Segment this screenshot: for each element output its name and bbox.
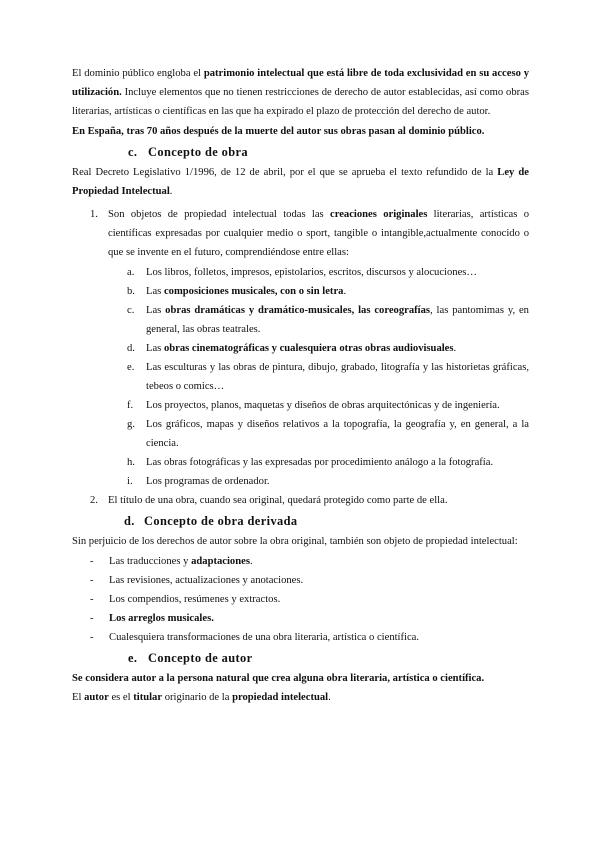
text-run: Las [146, 305, 166, 316]
bold-run: Los arreglos musicales. [109, 613, 214, 624]
dash-bullet: - [90, 632, 94, 643]
text-run: . [453, 343, 457, 354]
bold-run: creaciones originales [330, 209, 428, 220]
text-run: Las revisiones, actualizaciones y anotaciones. [109, 575, 304, 586]
text-run: , las pantomimas y, en general, las obras teatrales. [146, 305, 529, 335]
item-letter: h. [127, 457, 135, 468]
text-run: Los gráficos, mapas y diseños relativos a la topografía, la geografía y, en general, a la ciencia. [146, 419, 529, 449]
text-run: El [72, 692, 85, 703]
item-number: 1. [90, 209, 98, 220]
list-item [108, 415, 529, 453]
item-letter: f. [127, 400, 134, 411]
numbered-list [72, 205, 529, 510]
derivada-paragraph: Sin perjuicio de los derechos de autor sobre la obra original, también son objeto de propiedad intelectual: [72, 536, 518, 547]
text-run: Son objetos de propiedad intelectual todas las [108, 209, 330, 220]
list-item [108, 263, 529, 282]
item-letter: i. [127, 476, 133, 487]
bold-run: composiciones musicales, con o sin letra [163, 286, 344, 297]
intro-bold-line: En España, tras 70 años después de la muerte del autor sus obras pasan al dominio público. [72, 126, 485, 137]
text-run: . [343, 286, 347, 297]
ley-end: . [169, 186, 173, 197]
autor-bold-line: Se considera autor a la persona natural que crea alguna obra literaria, artística o científica. [72, 673, 485, 684]
list-item [108, 453, 529, 472]
text-run: Las esculturas y las obras de pintura, dibujo, grabado, litografía y las historietas gráficas, tebeos o comics… [146, 362, 529, 392]
item-letter: c. [127, 305, 135, 316]
list-item-text: El título de una obra, cuando sea original, quedará protegido como parte de ella. [108, 495, 448, 506]
dash-bullet: - [90, 613, 94, 624]
text-run: literarias, artísticas o científicas expresadas por cualquier medio o sport, tangible o intangible,actualmente conocido o que se invente en el futuro, comprendiéndose entre ellas: [108, 209, 529, 258]
bold-run: adaptaciones [191, 556, 250, 567]
bold-run: obras cinematográficas y cualesquiera otras obras audiovisuales [163, 343, 454, 354]
bold-run: obras dramáticas y dramático-musicales, las coreografías [165, 305, 431, 316]
text-run: Las traducciones y [109, 556, 192, 567]
text-run: . [328, 692, 331, 703]
dash-list [72, 552, 529, 647]
item-letter: g. [127, 419, 135, 430]
list-item-text [108, 205, 529, 262]
text-run: Los programas de ordenador. [146, 476, 270, 487]
text-run: Cualesquiera transformaciones de una obra literaria, artística o científica. [109, 632, 420, 643]
item-letter: e. [127, 362, 135, 373]
heading-concepto-de-obra-derivada [72, 510, 529, 532]
intro-bold-text: patrimonio intelectual que está libre de toda exclusividad en su acceso y utilización. [72, 68, 529, 98]
list-item [108, 301, 529, 339]
heading-letter: e. [128, 651, 138, 665]
item-letter: d. [127, 343, 135, 354]
list-item [72, 590, 529, 609]
list-item [72, 205, 529, 491]
list-item [108, 282, 529, 301]
dash-bullet: - [90, 556, 94, 567]
ley-bold: Ley de Propiedad Intelectual [72, 167, 529, 197]
dash-bullet: - [90, 575, 94, 586]
heading-concepto-de-obra [72, 141, 529, 163]
item-letter: a. [127, 267, 135, 278]
list-item [108, 472, 529, 491]
text-run: Los libros, folletos, impresos, epistolarios, escritos, discursos y alocuciones… [146, 267, 478, 278]
list-item [72, 628, 529, 647]
list-item [108, 358, 529, 396]
dash-bullet: - [90, 594, 94, 605]
list-item [72, 491, 529, 510]
text-run: originario de la [162, 692, 233, 703]
intro-paragraph [72, 64, 529, 121]
text-run: Los proyectos, planos, maquetas y diseños de obras arquitectónicas y de ingeniería. [146, 400, 500, 411]
text-run: es el [108, 692, 134, 703]
text-run: Las [146, 286, 164, 297]
text-run: . [249, 556, 253, 567]
text-run: Las obras fotográficas y las expresadas por procedimiento análogo a la fotografía. [146, 457, 494, 468]
autor-paragraph [72, 688, 529, 707]
list-item [72, 571, 529, 590]
intro-text: El dominio público engloba el [72, 68, 204, 79]
bold-run: autor [84, 692, 109, 703]
ley-text: Real Decreto Legislativo 1/1996, de 12 de abril, por el que se aprueba el texto refundido de la [72, 167, 498, 178]
intro-text-2: Incluye elementos que no tienen restricciones de derecho de autor establecidas, así como obras literarias, artísticas o científicas en las que ha expirado el plazo de protección del derecho de autor. [72, 87, 529, 117]
item-letter: b. [127, 286, 135, 297]
heading-title: Concepto de autor [148, 651, 253, 665]
bold-run: propiedad intelectual [232, 692, 329, 703]
heading-letter: c. [128, 145, 138, 159]
list-item [108, 339, 529, 358]
list-item [72, 552, 529, 571]
document-page [72, 64, 529, 707]
item-number: 2. [90, 495, 98, 506]
ley-paragraph [72, 163, 529, 201]
heading-concepto-de-autor [72, 647, 529, 669]
bold-run: titular [133, 692, 163, 703]
heading-letter: d. [124, 514, 135, 528]
heading-title: Concepto de obra derivada [144, 514, 298, 528]
heading-title: Concepto de obra [148, 145, 249, 159]
lettered-list [108, 263, 529, 491]
list-item [72, 609, 529, 628]
text-run: Las [146, 343, 164, 354]
list-item [108, 396, 529, 415]
text-run: Los compendios, resúmenes y extractos. [109, 594, 281, 605]
